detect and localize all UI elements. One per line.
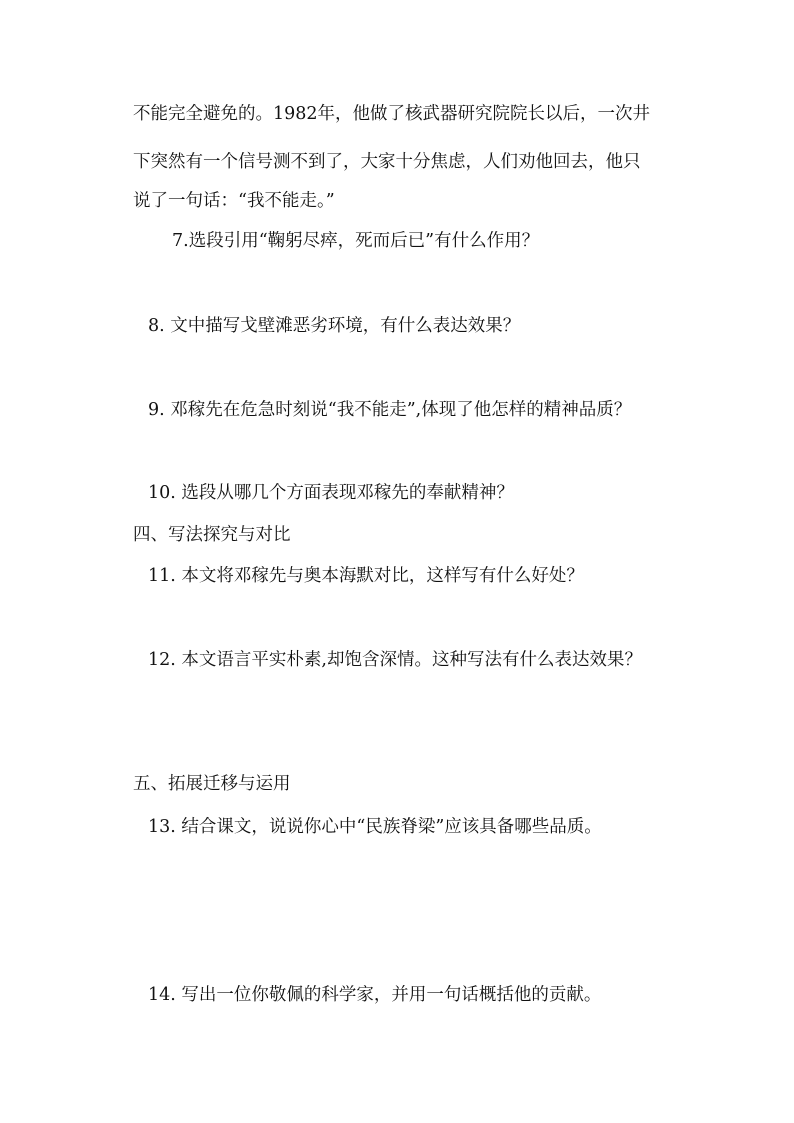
question-12: 12. 本文语言平实朴素,却饱含深情。这种写法有什么表达效果？: [148, 650, 642, 670]
section-heading-5: 五、拓展迁移与运用: [133, 774, 291, 794]
question-9: 9. 邓稼先在危急时刻说“我不能走”,体现了他怎样的精神品质？: [148, 400, 632, 420]
passage-line-1: 不能完全避免的。1982年，他做了核武器研究院院长以后，一次井: [133, 104, 651, 124]
section-heading-4: 四、写法探究与对比: [133, 525, 291, 545]
question-10: 10. 选段从哪几个方面表现邓稼先的奉献精神？: [148, 483, 514, 503]
passage-line-2: 下突然有一个信号测不到了，大家十分焦虑，人们劝他回去，他只: [133, 152, 641, 172]
question-13: 13. 结合课文，说说你心中“民族脊梁”应该具备哪些品质。: [148, 817, 602, 837]
question-11: 11. 本文将邓稼先与奥本海默对比，这样写有什么好处？: [148, 566, 584, 586]
question-14: 14. 写出一位你敬佩的科学家，并用一句话概括他的贡献。: [148, 985, 602, 1005]
question-7: 7.选段引用“鞠躬尽瘁，死而后已”有什么作用？: [172, 231, 540, 251]
passage-line-3: 说了一句话：“我不能走。”: [133, 191, 335, 211]
question-8: 8. 文中描写戈壁滩恶劣环境，有什么表达效果？: [148, 316, 521, 336]
